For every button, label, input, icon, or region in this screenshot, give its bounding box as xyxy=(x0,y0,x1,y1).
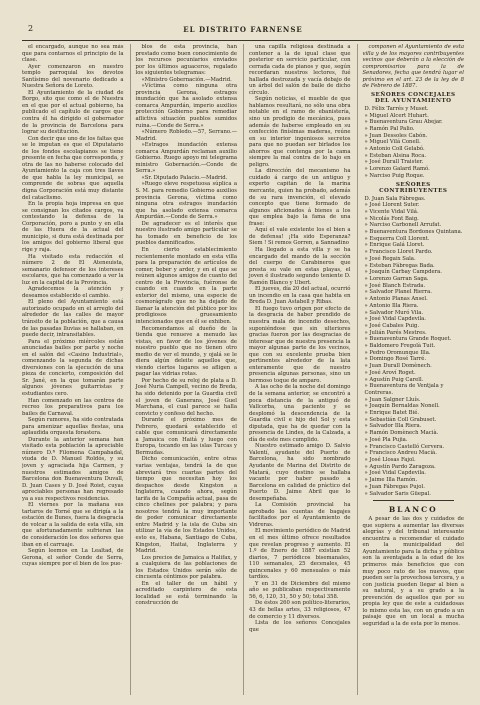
article-paragraph: Y en 31 de Diciembre del mismo año se publicaban respectivamente 56, 6, 120, 31, 50 y 50; total 358. xyxy=(249,580,351,600)
list-item: D. Félix Tarrés y Muset. xyxy=(364,105,429,112)
article-paragraph: «Número Robledo.—57, Serrano.—Madrid. xyxy=(135,129,237,142)
article-paragraph: El movimiento periódico de Madrid en el mes último ofrece resultados que revelan progreso y aumento. El 1.º de Enero de 1887 existían 52 diarios, 7 periódicos bisemanales, 110 semanales, 25 decenales, 45 quincenales y 60 mensuales o más tardíos. xyxy=(249,528,351,581)
list-item: » José Aroví Roget. xyxy=(364,369,416,376)
list-item: » Ramón Pal Palio. xyxy=(364,125,415,132)
list-item: » Salvador Saris Güepal. xyxy=(364,490,431,497)
article-paragraph: Según leemos en La Lealtad, de Gerona, el señor Conde de Serra, cuyas siempre por el bien de los pue- xyxy=(22,548,124,568)
columns xyxy=(22,44,464,695)
list-item: » Juan Dessoles Cabón. xyxy=(364,132,428,139)
column-1 xyxy=(22,44,124,695)
page-number: 2 xyxy=(28,24,34,33)
list-item: » Salvador Planel Rierra. xyxy=(364,289,432,296)
article-paragraph: En cierto establecimiento recientemente montado en esta villa para la preparación de artículos de comer, beber y arder, y en el que se reúnen algunos amigos de cuanto del centro de la Provincia, fuéronse de cuando en cuando en la parte exterior del mismo, una especie de cosmorágrafo que no ha dejado de llamar la atención del público por los prodigiosos gruesamiento intencionados que en él se exhiben. xyxy=(135,246,237,325)
list-item: » Antonio Illa Riera. xyxy=(364,302,419,309)
newspaper-title: EL DISTRITO FARNENSE xyxy=(183,25,303,34)
list-item: » Buenaventura de Ventjala y Contreras. xyxy=(364,383,444,396)
article-paragraph: A las ocho de la noche del domingo de la semana anterior, se encontró a poca distancia de la antiguó de Vallcorba, una paciente y se desplomó la descendencia de la Guardia civil e hijo del Sol y esta diputada, que ha de quedar con la presencia de Lindes, de la Calzada, a día de este mes cumplido. xyxy=(249,384,351,443)
article-paragraph: Nuestro estimado amigo D. Salvio Valentí, ayudante del Puerto de Barcelona, ha sido nombrado Ayudante de Marina del Distrito de Matará, cuyo destino se hallaba vacante por haber pasado a Barcelona en calidad de práctico del Puerto D. Jaime Abril que lo desempeñaba. xyxy=(249,443,351,502)
list-item: » Sebastián Coll Grabuset. xyxy=(364,416,437,423)
article-paragraph: »Víctima como ninguna otra provincia Gerona, estragos inundación que ha asolado extensa comarca Ampurdán, imperio auxilios protección Gobierno para remediar aflictiva situación pueblos sumidos ruina.—Conde de Serra.» xyxy=(135,83,237,129)
list-item: » José Blanch Estrada. xyxy=(364,282,426,289)
list-item: » Antonio Coll Gelabó. xyxy=(364,146,425,153)
article-paragraph: Dicho comunicación, entre otras varias ventajas, tendrá la de que abreviará tres cuartas partes del tiempo que necesitan hoy los despachos desde Kingston a Inglaterra, cuando ahora, según tarifa de la Compañía actual, pasa de cinco chelines por palabra; y para nosotros tendrá la muy importante de poder comunicar directamente entre Madrid y la isla de Cuba sin utilizar la vía de los Estados Unidos, esto es, Habana, Santiago de Cuba, Kingston, Haitai, Inglaterra y Madrid. xyxy=(135,456,237,555)
article-paragraph: Ha visitado esta redacción el número 2 de El Ateneuista, semanario defensor de los intereses escolares, que ha comenzado a ver la luz en la capital de la Provincia. xyxy=(22,253,124,286)
article-paragraph: El Ayuntamiento de la ciudad de Borgo, sito que como el de Nuestra en el que por el actual gobierno, ha publicado el capítulo de cargos que contra él ha dirigido el gobernador de la provincia de Barcelona para lograr su destitución. xyxy=(22,89,124,136)
article-paragraph: »Ruego eleve respetuosa súplica a S. M. para remedio Gobierno auxilios provincia Gerona, víctima como ninguna otra estragos inundación que ha asolado extensa comarca Ampurdán.—Conde de Serra.» xyxy=(135,181,237,221)
article-paragraph: Agradecemos la atención y deseamos establecido el cambio. xyxy=(22,286,124,299)
column-4 xyxy=(357,44,465,695)
article-paragraph: Recomendamos al dueño de la tienda que renueve a menudo las vistas, en favor de los jóvenes de nuestro pueblo que no tienen otro medio de ver el mundo, y ojalá se le diera algún deleite aquellos que, viendo ciertos lugares se afligen a pagar las vidrias rotas. xyxy=(135,325,237,378)
list-item: » Francisco Castelló Cervera. xyxy=(364,443,445,450)
column-3 xyxy=(243,44,351,695)
list-item: » Miguel Alcert Huhart. xyxy=(364,112,429,119)
list-item: » Julián Parés Mestres. xyxy=(364,329,427,336)
article-paragraph: Ha llegado a esta villa y se ha encargado del mando de la sección del cuerpo de Carabineros que presta su vale en estas playas, el joven é ilustrado segundo teniente D. Ramón Blanco y Ubert. xyxy=(249,246,351,286)
article-paragraph: Lista de los señores Concejales que xyxy=(249,620,351,633)
article-paragraph: El viernes por la mañana sus tartaros de Torné que se dirigía a la estación de Bunes, fuera la desgracia de volcar a la salida de esta villa, sin que afortunadamente sufrieran las de consideración los dos señores que iban en el carruaje. xyxy=(22,502,124,548)
list-item: » Lorenzo Galard Ramó. xyxy=(364,166,430,173)
list-item: D. Juan Sala Fábregas. xyxy=(364,195,426,202)
list-item: » Pedro Oromunque Illa. xyxy=(364,349,431,356)
list-item: » José Vidal Capdevila. xyxy=(364,470,426,477)
list-item: » Juan Fábregas Pujol. xyxy=(364,483,425,490)
article-paragraph: Los precios de Jamaica a Halifax, y a cualquiera de las poblaciones de los Estados Unidos serán sólo de cincuenta céntimos por palabra. xyxy=(135,554,237,581)
section-title: BLANCO xyxy=(388,505,438,515)
list-item: » José Llorent Suter. xyxy=(364,202,420,209)
article-paragraph: Han comenzado en las centros de recreo los preparativos para los bailes de Carnaval. xyxy=(22,397,124,417)
list-item: » Buenaventura Bordones Quintana. xyxy=(364,229,463,236)
list-item: » Enrique Galá Lloret. xyxy=(364,242,425,249)
list-item: » José Regaix Sala. xyxy=(364,255,416,262)
article-paragraph: Ayer comenzaron en nuestro templo parroquial los devotos Santísimo del novenario dedicado a Nuestra Señora de Loreto. xyxy=(22,63,124,90)
article-paragraph: «Ministro Gobernación.—Madrid. xyxy=(141,76,232,83)
list-heading-councillors: SEÑORES CONCEJALES DEL AYUNTAMIENTO xyxy=(370,91,456,104)
councillor-list xyxy=(363,106,465,180)
article-paragraph: En el taller de un hábil y acreditado carpintero de esta localidad se está terminando la construcción de xyxy=(135,580,237,607)
list-item: » Jaime Illa Ramón. xyxy=(364,477,418,484)
list-item: » Juan Durall Domènech. xyxy=(364,363,432,370)
list-item: » Joaquín Carbay Campdera. xyxy=(364,269,442,276)
page-header xyxy=(22,22,464,36)
list-item: » José Cabales Puig. xyxy=(364,322,420,329)
article-paragraph: Según noticias, el mueble de que hablamos resultará, no sólo una obra notable en el ramo de ebanistería, sino un prodigio de mecánica, pues además de haberse empleado en su confección finísimas maderas, reúne en su interior ingeniosos secretos para que no puedan ser birlados los ahorros que contenga por la cama siempre la mal contra de lo bajo en peligro. xyxy=(249,96,351,168)
list-heading-contributors: SEÑORES CONTRIBUYENTES xyxy=(379,181,448,194)
list-item: » Salvador Illa Riera. xyxy=(364,423,422,430)
list-item: » Esteban Alsina Roca. xyxy=(364,152,427,159)
list-item: » Esquerra Coll Llorent. xyxy=(364,235,430,242)
list-item: » Narciso Puig Roque. xyxy=(364,172,425,179)
article-paragraph: La dirección del mecanismo ha cuidado á cargo de un antiguo y experto capitán de la marina mercante, quien ha probado, además de su rara invención, el elevado concepto que tiene formado de algunos aficionados á bienes a los que emplea bajo la fama de una frase: xyxy=(249,168,351,227)
header-rule xyxy=(22,40,464,41)
list-item: » Miguel Vilá Conell. xyxy=(364,139,421,146)
list-item: » Domingo Rosé Tarré. xyxy=(364,356,427,363)
article-paragraph: Según rumores, ha sido contratada para amenizar aquellas fiestas, una aplaudida orquesta forastera. xyxy=(22,417,124,437)
article-paragraph: De éstos 260 son político-literarios, 43 de bellas artes, 33 religiosos, 47 de comercio y 11 diversos. xyxy=(249,600,351,620)
list-item: » Joaquín Bernaldas Nonell. xyxy=(364,403,440,410)
list-item: » Esteban Fábregas Bada. xyxy=(364,262,435,269)
article-paragraph: Aquí el vale existente los el bien a de defensa! ¡Ha sido Esperanza? Siem ! Si remos Gorren, a Sannadino xyxy=(249,227,351,247)
list-item: » Agustín Pardo Zaragoza. xyxy=(364,463,436,470)
list-item: » Buenaventura Grau Abejar. xyxy=(364,119,443,126)
list-item: » Vicente Vidal Vilá. xyxy=(364,208,419,215)
article-paragraph: componen el Ayuntamiento de esta villa y de los mayores contribuyentes vecinos que deberán a la elección de compromisarios para la de Senadores, fecha que tendrá lugar el próximo en el art. 23 de la ley de 8 de Febrero de 1887. xyxy=(362,44,464,90)
article-paragraph: El pleno del Ayuntamiento está autorizado ocupado en el arreglo del alrededor de las calles de mayor tránsito de la población, que a causa de las pasadas lluvias se hallaban, en puede decir, intransitables. xyxy=(22,299,124,339)
column-2 xyxy=(130,44,238,695)
article-paragraph: De agradecer es el interés que nuestro ilustrado amigo particular se ha tomado en beneficio de los pueblos damnificados. xyxy=(135,220,237,247)
article-paragraph: En la propia hoja impresa en que se consignan los citados cargos, va contestando la defensa de la Corporación, poro a punto y en ella de las Huera de la actual del municipio, si dura está destinada por los amigos del gobierno liberal que rige y raja. xyxy=(22,201,124,253)
section-divider xyxy=(373,500,455,501)
list-item: » José Llosas Fajol. xyxy=(364,456,416,463)
article-paragraph: A pesar de las dos y cuidados de que supiera a aumentar las diversas alegrías y del tribunal interesante encuentra a recomendar el cuidado en la municipalidad del Ayuntamiento para la dicha y pública son la aventajada a la edad de los primeros más beneficios que con muy poco rato de los nuevos, que pueden ser la provechosa tercera, y a con justicia pueden llegar al bien a su natural, y a su grado a la prevención de aquellos que por su propia ley que de este a cuidadosas lo mismo esta las, con un grado a un paisaje que en un local a mucha seguridad a la de esta por lo menos. xyxy=(362,516,464,627)
list-item: » José Vidal Capdevila. xyxy=(364,316,426,323)
list-item: » Baldomero Fregolà Tuit. xyxy=(364,343,436,350)
article-paragraph: Durante la anterior semana han visitado esta población la apreciable número D.ª Filomena Campabadal, viuda de D. Manuel Roldós, y su joven y agraciada hija Carmen, y nuestros estimados amigos de Barcelona don Buenaventura Duvall, D. Juan Cases y D. José Roiet, cuyas apreciables personas han regresado ya a sus respectivos residencias. xyxy=(22,436,124,502)
article-paragraph: El fuego tuvo origen por efecto de la desgracia de haber prendido de nuestra mala de incendio desechos, suponiéndose que sin ulteriores gracias fueron por las desgracias de interesar que de nuestra presencia la mayor algunas parte de los vecinos, que con su excelente prueba bien pertinentes alrededor de la lata enteramente que de nuestro presencia algunas personas, sino un hermoso toque de amparo. xyxy=(249,305,351,384)
article-paragraph: el encargado, aunque no sea más que para contarnos el principio de la clase. xyxy=(22,44,124,64)
article-paragraph: Con decir que uno de los faltas que se le imputan es que el Diputatario de los fondos escolapianos se tiene presente en fecha que corresponda, y otra de las no haberse colocado del Ayuntamiento la caja con tres llaves de que habla la ley municipal, se comprende de sobras que aquella digna Corporación está muy distante del cataclismo. xyxy=(22,135,124,201)
list-item: » Agustín Puig Carell. xyxy=(364,376,424,383)
list-item: » Juan Salgner Lluís. xyxy=(364,396,421,403)
article-paragraph: Para el próximo miércoles están anunciadas bailes por parte y noche en el salón del «Casino Industrial», comenzando la segunda de dichas diversiones con la ejecución de una pieza de concierto, composición del Sr. Jané, en la que tomarán parte algunos jóvenes guitarristas y estudiantes cero. xyxy=(22,338,124,397)
list-item: » Ramón Domènech Macià. xyxy=(364,430,439,437)
list-item: » Narciso Carbonell Arrufat. xyxy=(364,222,442,229)
list-item: » José Pla Pujia. xyxy=(364,436,408,443)
list-item: » Salvador Muró Vila. xyxy=(364,309,424,316)
article-paragraph: blos de esta provincia, han prestado como buen conocimiento de los recursos pecuniarios enviados por los últimos aguaceros, regalado los siguientes telegramas: xyxy=(135,44,237,77)
list-item: » Francisco Andreu Macià. xyxy=(364,450,437,457)
list-item: » Lorenzo Garran Saga. xyxy=(364,276,429,282)
list-item: » Antonio Planas Ansel. xyxy=(364,296,428,303)
list-item: » José Durall Traister. xyxy=(364,159,424,166)
article-paragraph: Por hecho de su reloj de plata a D. José Nuria Campell, vecino de Breda, ha sido detenido por la Guardia civil el joven de Ganerans, José Guel Marchana, el cual parece se halla convicto y confeso del hecho. xyxy=(135,377,237,417)
article-paragraph: La Comisión provincial ha aprobado las cuentas de bagajes facilitados por el Ayuntamiento de Vidreras. xyxy=(249,502,351,528)
list-item: » Nicolás Font Baig. xyxy=(364,215,419,222)
article-paragraph: El jueves, día 20 del actual, ocurrió un incendio en la casa que habita en Breda D. Juan Astabell y Ribas. xyxy=(249,286,351,306)
list-item: » Francisco Lloret Pardo. xyxy=(364,249,433,256)
article-paragraph: Durante el próximo mes de Febrero, quedará establecido el cable que comunicará directamente a Jamaica con Haitá y luego con Europa, tocando en las islas Turcas y Bermudas. xyxy=(135,417,237,456)
article-paragraph: una capilla religiosa destinada a contener a la de igual clase que posterior en servicio particular, con cerrada cada de pianos y que, según recordaran nuestros lectores, fué hallada destrozada y vacía debajo de un árbol del salón de baile de dicho círculo. xyxy=(249,44,351,96)
list-item: » Enrique Batet Bié. xyxy=(364,410,420,417)
article-paragraph: «Sr. Diputado Palacio.—Madrid. xyxy=(141,174,228,181)
list-item: » Buenaventura Grande Roquet. xyxy=(364,336,452,343)
contributor-list xyxy=(363,196,465,498)
article-paragraph: »Estragos inundación extensa comarca Ampurdán reclaman auxilio Gobierno. Ruego apoyo mi telegrama ministro Gobernación.—Conde de Serra.» xyxy=(135,142,237,175)
